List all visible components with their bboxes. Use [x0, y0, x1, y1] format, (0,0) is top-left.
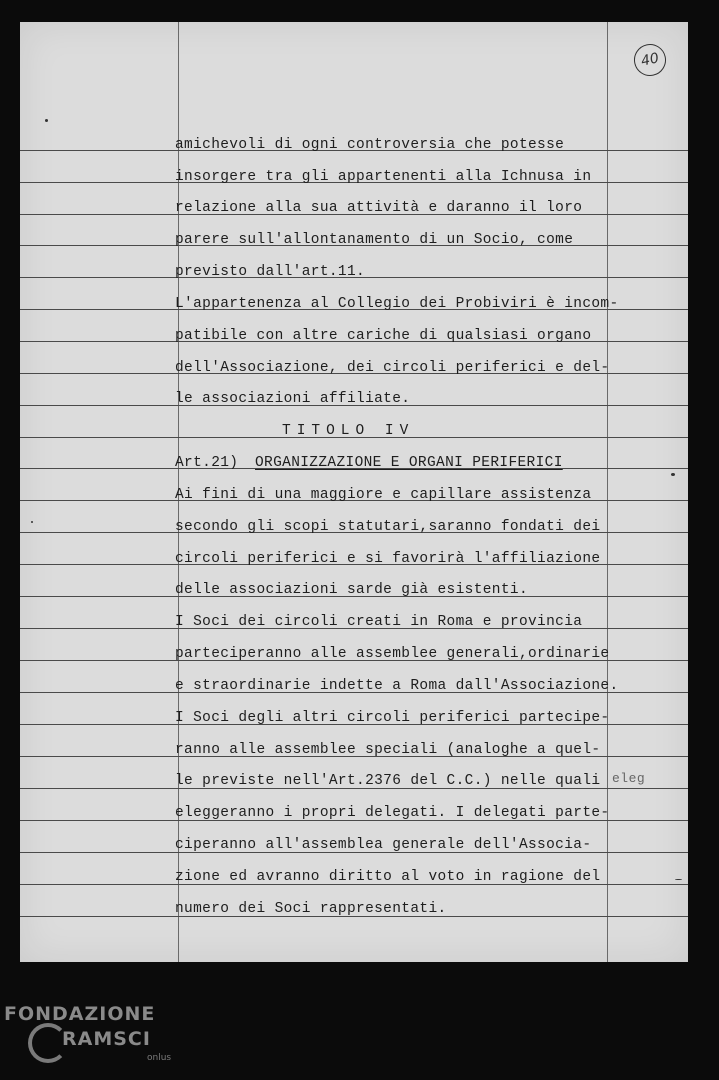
- text-line: I Soci degli altri circoli periferici partecipe-: [175, 710, 610, 726]
- text-line: circoli periferici e si favorirà l'affiliazione: [175, 551, 601, 567]
- text-line: patibile con altre cariche di qualsiasi organo: [175, 328, 592, 344]
- logo-line2: RAMSCI: [62, 1028, 151, 1050]
- page-number: 40: [631, 41, 669, 79]
- ink-speck: [31, 521, 33, 523]
- text-line: delle associazioni sarde già esistenti.: [175, 582, 529, 598]
- text-line: eleggeranno i propri delegati. I delegati parte-: [175, 805, 610, 821]
- text-line: le previste nell'Art.2376 del C.C.) nelle quali: [175, 773, 601, 789]
- ink-speck: [675, 879, 682, 880]
- article-title: ORGANIZZAZIONE E ORGANI PERIFERICI: [255, 455, 563, 471]
- logo-line1: FONDAZIONE: [4, 1003, 156, 1025]
- fondazione-gramsci-logo: [4, 1003, 184, 1073]
- text-line: parere sull'allontanamento di un Socio, come: [175, 232, 574, 248]
- text-line: zione ed avranno diritto al voto in ragione del: [175, 869, 601, 885]
- text-line: previsto dall'art.11.: [175, 264, 366, 280]
- text-line: numero dei Soci rappresentati.: [175, 901, 447, 917]
- text-line: parteciperanno alle assemblee generali,ordinarie: [175, 646, 610, 662]
- logo-small: onlus: [147, 1053, 172, 1063]
- text-line: L'appartenenza al Collegio dei Probiviri è incom-: [175, 296, 619, 312]
- text-line: I Soci dei circoli creati in Roma e provincia: [175, 614, 583, 630]
- typewritten-page: [20, 22, 688, 962]
- text-line: Ai fini di una maggiore e capillare assistenza: [175, 487, 592, 503]
- text-line: relazione alla sua attività e daranno il loro: [175, 200, 583, 216]
- text-line: secondo gli scopi statutari,saranno fondati dei: [175, 519, 601, 535]
- margin-note: eleg: [612, 771, 646, 786]
- text-line: ciperanno all'assemblea generale dell'Associa-: [175, 837, 592, 853]
- text-line: ranno alle assemblee speciali (analoghe a quel-: [175, 742, 601, 758]
- text-line: dell'Associazione, dei circoli periferici e del-: [175, 360, 610, 376]
- text-line: e straordinarie indette a Roma dall'Associazione.: [175, 678, 619, 694]
- ink-speck: [45, 119, 48, 122]
- ink-speck: [671, 473, 675, 476]
- text-line: le associazioni affiliate.: [175, 391, 411, 407]
- text-line: insorgere tra gli appartenenti alla Ichnusa in: [175, 169, 592, 185]
- article-number: Art.21): [175, 455, 239, 471]
- text-line: amichevoli di ogni controversia che potesse: [175, 137, 565, 153]
- section-heading: TITOLO IV: [282, 423, 415, 439]
